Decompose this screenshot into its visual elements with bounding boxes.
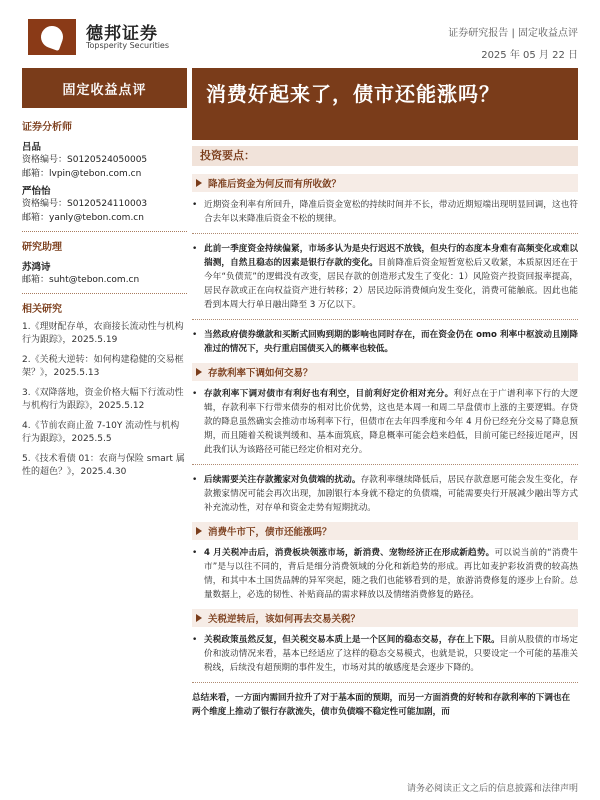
conclusion-text: 总结来看，一方面内需回升拉升了对于基本面的预期，而另一方面消费的好转和存款利率的下调也在两个维度上推动了银行存款流失，债市负债端不稳定性可能加剧，而: [192, 693, 571, 717]
analyst-name: 吕品: [22, 142, 42, 153]
paragraph-detail: 存款利率继续降低后，居民存款意愿可能会发生变化，存款搬家情况可能会再次出现，加剧银行本身就不稳定的负债端，可能需要央行开展减少融出等方式补充流动性，对存单和资金走势有短期扰动。: [204, 475, 578, 513]
divider: [192, 233, 578, 234]
bullet-paragraph: [192, 198, 578, 226]
paragraph-text: [204, 242, 578, 312]
divider: [192, 319, 578, 320]
related-report-link[interactable]: 5.《技术看债 01：农商与保险 smart 属性的超色？》，2025.4.30: [22, 454, 185, 477]
related-report-link[interactable]: 2.《关税大逆转：如何构建稳健的交易框架？》，2025.5.13: [22, 355, 184, 378]
paragraph-detail: 利好点在于广谱利率下行的大逻辑，存款利率下行带来债券的相对比价优势，这也是本周一和周二早盘债市上涨的主要逻辑。存贷款的降息虽然确实会推动市场利率下行，但债市在去年四季度和今年 4 月份已经充分交易了降息预期，而且随着关税谈判缓和、基本面筑底，降息概率可能会趋来趋低，目前可能已经接近尾声，因此我们认为该路径可能已经定价相对充分。: [204, 389, 578, 455]
key-point: 当然政府债券缴款和买断式回购到期的影响也同时存在，而在资金仍在 omo 利率中枢波动且刚降准过的情况下，央行重启国债买入的概率也较低。: [204, 330, 578, 354]
report-header: [0, 0, 600, 66]
paragraph-text: [204, 633, 578, 675]
paragraph-detail: 目前从股债的市场定价和波动情况来看，基本已经适应了这样的稳态交易模式，也就是说，只要设定一个可能的基准关税线，后续没有超预期的事件发生，市场对其的敏感度是会逐步下降的。: [204, 635, 578, 673]
page-title: 消费好起来了，债市还能涨吗？: [206, 82, 500, 106]
question-heading: [192, 609, 578, 627]
bullet-icon: •: [192, 635, 198, 645]
divider: [192, 682, 578, 683]
analyst-email[interactable]: 邮箱：lvpin@tebon.com.cn: [22, 169, 142, 179]
related-research-section: [22, 300, 187, 479]
triangle-bullet-icon: [196, 527, 202, 535]
assistant-email[interactable]: 邮箱：suht@tebon.com.cn: [22, 275, 140, 285]
paragraph-text: [204, 387, 578, 457]
report-type: 证券研究报告 | 固定收益点评: [448, 28, 578, 39]
related-report-link[interactable]: 1.《理财配存单，农商接长流动性与机构行为跟踪》，2025.5.19: [22, 322, 184, 345]
related-report-link[interactable]: 3.《双降落地，资金价格大幅下行流动性与机构行为跟踪》，2025.5.12: [22, 388, 184, 411]
assistant-section-title: 研究助理: [22, 242, 62, 253]
bullet-paragraph: [192, 387, 578, 457]
assistant-section: [22, 238, 187, 294]
question-heading: [192, 174, 578, 192]
summary-heading: 投资要点：: [192, 146, 578, 166]
question-text: 存款利率下调如何交易？: [208, 368, 313, 379]
paragraph-text: 近期资金利率有所回升，降准后资金宽松的持续时间并不长，带动近期短端出现明显回调，这也符合去年以来降准后资金不松的规律。: [204, 200, 578, 224]
assistant-name: 苏鸿诗: [22, 262, 51, 273]
triangle-bullet-icon: [196, 614, 202, 622]
key-point: 4 月关税冲击后，消费板块领涨市场，新消费、宠物经济正在形成新趋势。: [204, 548, 495, 558]
related-report-link[interactable]: 4.《节前农商止盈 7-10Y 流动性与机构行为跟踪》，2025.5.5: [22, 421, 180, 444]
analyst-cert: 资格编号：S0120524110003: [22, 199, 148, 209]
paragraph-text: [204, 546, 578, 602]
bullet-icon: •: [192, 389, 198, 399]
report-body: [192, 146, 578, 719]
related-section-title: 相关研究: [22, 304, 62, 315]
bullet-paragraph: [192, 328, 578, 356]
paragraph-text: [204, 328, 578, 356]
broker-logo-icon: [28, 19, 76, 55]
question-text: 消费牛市下，债市还能涨吗？: [208, 527, 332, 538]
question-text: 降准后资金为何反而有所收敛？: [208, 179, 342, 190]
title-banner: [192, 68, 578, 140]
key-point: 存款利率下调对债市有利好也有利空，目前利好定价相对充分。: [204, 389, 454, 399]
divider: [192, 464, 578, 465]
paragraph-detail: 目前降准后资金短暂宽松后又收紧，本质原因还在于今年“负债荒”的逻辑没有改变，居民存款的创造形式发生了变化：1）风险资产投资回报率提高，居民存款或正在向权益资产进行转移；2）居民边际消费倾向发生变化，消费可能触底。因此也能看到本周大行单日融出降至 3 万亿以下。: [204, 258, 578, 310]
analyst-name: 严怡怡: [22, 186, 51, 197]
question-heading: [192, 522, 578, 540]
bullet-paragraph: [192, 473, 578, 515]
broker-name-en: Topsperity Securities: [86, 41, 170, 50]
report-category: 固定收益点评: [22, 68, 187, 108]
bullet-icon: •: [192, 200, 198, 210]
question-text: 关税逆转后，该如何再去交易关税？: [208, 614, 361, 625]
analyst-section: [22, 118, 187, 232]
key-point: 关税政策虽然反复，但关税交易本质上是一个区间的稳态交易，存在上下限。: [204, 635, 500, 645]
key-point: 后续需要关注存款搬家对负债端的扰动。: [204, 475, 361, 485]
bullet-icon: •: [192, 330, 198, 340]
triangle-bullet-icon: [196, 179, 202, 187]
analyst-cert: 资格编号：S0120524050005: [22, 155, 148, 165]
paragraph-detail: 可以说当前的“消费牛市”是与以往不同的，背后是细分消费领域的分化和新趋势的形成。再比如麦护彩妆消费的较高热情，和其中本土国货品牌的异军突起，随之我们也能够看到的是，旅游消费修复的逐步上台阶。总量数据上，必选的韧性、补贴商品的需求释放以及情绪消费修复的路径。: [204, 548, 578, 600]
bullet-paragraph: [192, 633, 578, 675]
bullet-icon: •: [192, 475, 198, 485]
triangle-bullet-icon: [196, 368, 202, 376]
key-point: 此前一季度资金持续偏紧，市场多认为是央行迟迟不放钱，但央行的态度本身难有高频变化或难以揣测，自然且稳态的因素是银行存款的变化。: [204, 244, 578, 268]
bullet-icon: •: [192, 548, 198, 558]
bullet-paragraph: [192, 546, 578, 602]
paragraph-text: [204, 473, 578, 515]
broker-name: 德邦证券: [86, 24, 158, 44]
bullet-paragraph: [192, 242, 578, 312]
analyst-section-title: 证券分析师: [22, 122, 72, 133]
analyst-email[interactable]: 邮箱：yanly@tebon.com.cn: [22, 213, 144, 223]
question-heading: [192, 363, 578, 381]
disclaimer-footer: 请务必阅读正文之后的信息披露和法律声明: [406, 784, 578, 794]
sidebar: [22, 118, 187, 486]
bullet-icon: •: [192, 244, 198, 254]
report-date: 2025 年 05 月 22 日: [481, 50, 578, 61]
